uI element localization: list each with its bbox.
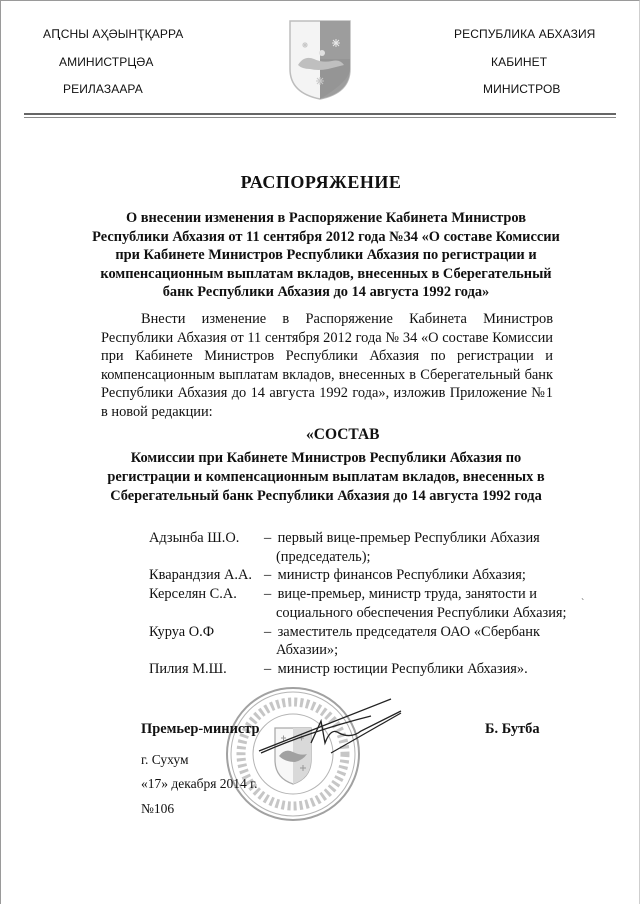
sostav-heading: «СОСТАВ (306, 426, 380, 443)
document-title: РАСПОРЯЖЕНИЕ (240, 172, 402, 192)
document-date: «17» декабря 2014 г. (141, 776, 258, 791)
document-number: №106 (141, 801, 175, 816)
document-body (101, 310, 553, 421)
header-divider (24, 113, 616, 115)
dash: – (264, 530, 272, 546)
member-name: Куруа О.Ф (149, 623, 215, 640)
member-row (149, 660, 584, 679)
member-row (149, 585, 584, 622)
coat-of-arms-icon (288, 19, 352, 101)
member-role-cont: социального обеспечения Республики Абхазия; (276, 604, 567, 621)
member-role: министр юстиции Республики Абхазия». (277, 660, 528, 677)
member-name: Адзынба Ш.О. (149, 530, 240, 546)
dash: – (264, 660, 272, 677)
scan-mark: ` (581, 598, 585, 609)
member-role: первый вице-премьер Республики Абхазия (277, 530, 540, 546)
member-role: заместитель председателя ОАО «Сбербанк (277, 623, 540, 640)
header-left-line-2: АМИНИСТРЦӘА (59, 55, 154, 69)
member-role: министр финансов Республики Абхазия; (277, 567, 526, 584)
member-role-cont: Абхазии»; (276, 642, 339, 659)
member-row (149, 566, 584, 585)
header-right-line-1: РЕСПУБЛИКА АБХАЗИЯ (454, 27, 596, 41)
dash: – (264, 623, 272, 640)
body-text: Внести изменение в Распоряжение Кабинета Министров Республики Абхазия от 11 сентября 2012 года № 34 «О составе Комиссии при Кабинете Министров Республики Абхазия по регистрации и компенсационным выплатам вкладов, внесенных в Сберегательный банк Республики Абхазия до 14 августа 1992 года», изложив Приложение №1 в новой редакции: (101, 311, 553, 420)
handwritten-signature-icon (251, 691, 411, 771)
dash: – (264, 567, 272, 584)
member-row (149, 623, 584, 660)
member-role-cont: (председатель); (276, 548, 371, 565)
dash: – (264, 586, 272, 603)
document-place: г. Сухум (141, 752, 189, 767)
header-divider-thin (24, 117, 616, 118)
member-name: Кварандзия А.А. (149, 567, 252, 584)
header-right-line-3: МИНИСТРОВ (483, 82, 561, 96)
member-row (149, 529, 584, 566)
member-role: вице-премьер, министр труда, занятости и (277, 586, 537, 603)
document-subject: О внесении изменения в Распоряжение Кабинета Министров Республики Абхазия от 11 сентября 2012 года №34 «О составе Комиссии при Кабинете Министров Республики Абхазия по регистрации и компенсационным выплатам вкладов, внесенных в Сберегательный банк Республики Абхазия до 14 августа 1992 года» (92, 210, 560, 300)
commission-title: Комиссии при Кабинете Министров Республики Абхазия по регистрации и компенсационным выплатам вкладов, внесенных в Сберегательный банк Республики Абхазия до 14 августа 1992 года (107, 450, 545, 504)
signatory-title: Премьер-министр (141, 721, 260, 737)
header-left-line-3: РЕИЛАЗААРА (63, 82, 143, 96)
members-list (149, 529, 584, 679)
member-name: Пилия М.Ш. (149, 660, 227, 677)
header-right-line-2: КАБИНЕТ (491, 55, 548, 69)
signatory-name: Б. Бутба (485, 721, 540, 737)
member-name: Керселян С.А. (149, 586, 237, 603)
header-left-line-1: АԤСНЫ АҲӘЫНҬҚАРРА (43, 27, 184, 41)
